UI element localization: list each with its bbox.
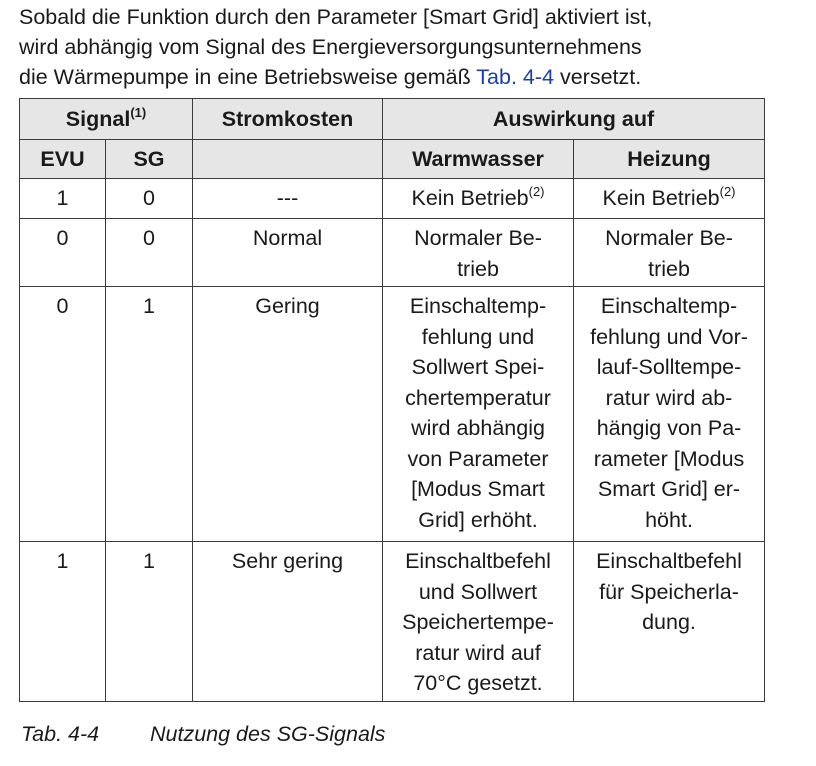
- cell-warmwasser-line: Einschaltemp-: [409, 294, 547, 318]
- footnote-marker-1: (1): [130, 104, 147, 120]
- cell-warmwasser-line: Speichertempe-: [402, 610, 554, 634]
- cell-heizung-line: Smart Grid] er-: [597, 477, 741, 501]
- cell-stromkosten: Sehr gering: [193, 542, 383, 702]
- intro-line-3-text: die Wärmepumpe in eine Betriebsweise gemäß: [19, 65, 477, 89]
- cell-heizung-line: fehlung und Vor-: [590, 324, 748, 349]
- cell-heizung-line: ratur wird ab-: [605, 385, 733, 410]
- cell-heizung-line: rameter [Modus: [593, 446, 745, 471]
- cell-warmwasser-line: ratur wird auf: [415, 640, 541, 665]
- header-evu: EVU: [20, 140, 106, 179]
- footnote-marker-2: (2): [719, 184, 736, 199]
- cell-warmwasser-line: 70°C gesetzt.: [413, 671, 543, 695]
- cell-sg: 0: [106, 219, 193, 287]
- cell-heizung: [574, 542, 765, 702]
- intro-paragraph: [19, 2, 809, 92]
- intro-line-1: Sobald die Funktion durch den Parameter [Smart Grid] aktiviert ist,: [19, 5, 653, 29]
- intro-line-2: wird abhängig vom Signal des Energieversorgungsunternehmens: [19, 35, 642, 59]
- footnote-marker-2: (2): [528, 184, 545, 199]
- table-row: [20, 219, 765, 287]
- cell-heizung-line: Normaler Be-: [605, 226, 733, 250]
- cell-warmwasser-line: wird abhängig: [411, 416, 545, 440]
- cell-warmwasser-line: trieb: [457, 256, 499, 281]
- cell-stromkosten: ---: [193, 179, 383, 219]
- cell-sg: 0: [106, 179, 193, 219]
- cell-heizung-line: dung.: [642, 610, 696, 634]
- intro-line-3-end: versetzt.: [553, 65, 642, 89]
- cell-warmwasser: [383, 219, 574, 287]
- table-row: [20, 287, 765, 542]
- header-stromkosten-empty: [193, 140, 383, 179]
- header-stromkosten: Stromkosten: [193, 99, 383, 140]
- cell-warmwasser-line: Einschaltbefehl: [405, 549, 551, 573]
- cell-heizung-line: höht.: [645, 507, 693, 532]
- header-auswirkung: Auswirkung auf: [383, 99, 765, 140]
- cell-heizung-line: lauf-Solltempe-: [596, 355, 742, 379]
- table-reference-link[interactable]: Tab. 4-4: [476, 65, 554, 89]
- cell-heizung: [574, 287, 765, 542]
- table-caption: [21, 722, 385, 747]
- cell-heizung-line: trieb: [648, 256, 690, 281]
- cell-warmwasser-line: Normaler Be-: [414, 226, 542, 250]
- cell-heizung: [574, 179, 765, 219]
- cell-warmwasser-line: und Sollwert: [418, 579, 538, 604]
- cell-stromkosten: Normal: [193, 219, 383, 287]
- cell-warmwasser-line: Sollwert Spei-: [411, 355, 545, 379]
- cell-evu: 0: [20, 287, 106, 542]
- cell-evu: 0: [20, 219, 106, 287]
- table-row: [20, 542, 765, 702]
- cell-warmwasser-line: von Parameter: [407, 446, 549, 471]
- cell-warmwasser: [383, 542, 574, 702]
- cell-heizung-line: Einschaltemp-: [600, 294, 738, 318]
- cell-heizung-line: Kein Betrieb$^{(2)}$: [602, 184, 736, 210]
- header-warmwasser: Warmwasser: [383, 140, 574, 179]
- intro-line-3: [19, 62, 809, 92]
- caption-title: Nutzung des SG-Signals: [150, 722, 386, 746]
- cell-heizung: [574, 219, 765, 287]
- cell-warmwasser-line: [Modus Smart: [411, 477, 545, 501]
- cell-warmwasser: [383, 179, 574, 219]
- cell-warmwasser: [383, 287, 574, 542]
- cell-warmwasser-line: Grid] erhöht.: [418, 507, 538, 532]
- caption-number: Tab. 4-4: [21, 722, 100, 746]
- cell-warmwasser-line: fehlung und: [421, 324, 535, 349]
- cell-sg: 1: [106, 542, 193, 702]
- cell-warmwasser-line: chertemperatur: [405, 385, 551, 410]
- cell-stromkosten: Gering: [193, 287, 383, 542]
- header-heizung: Heizung: [574, 140, 765, 179]
- cell-evu: 1: [20, 542, 106, 702]
- cell-evu: 1: [20, 179, 106, 219]
- cell-heizung-line: hängig von Pa-: [596, 416, 742, 440]
- table-body: [20, 179, 765, 702]
- cell-heizung-line: für Speicherla-: [599, 579, 739, 604]
- header-sg: SG: [106, 140, 193, 179]
- header-signal: Signal$^{(1)}$: [20, 99, 193, 140]
- sg-signal-table: [19, 98, 765, 702]
- cell-sg: 1: [106, 287, 193, 542]
- table-row: [20, 179, 765, 219]
- cell-warmwasser-line: Kein Betrieb$^{(2)}$: [411, 184, 545, 210]
- cell-heizung-line: Einschaltbefehl: [596, 549, 742, 573]
